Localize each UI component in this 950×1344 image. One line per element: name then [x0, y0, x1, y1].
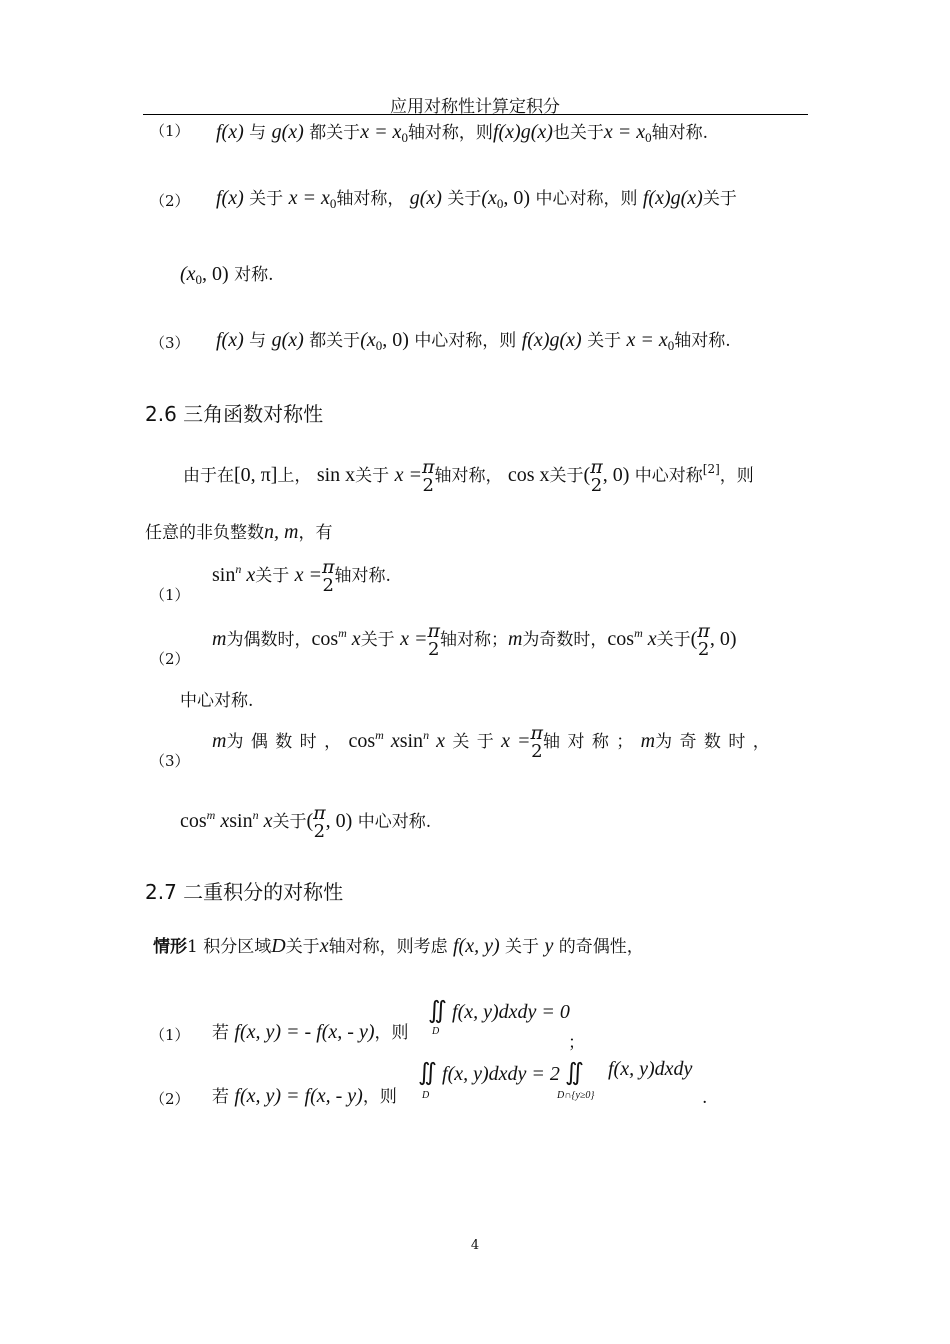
- integral-body: f(x, y)dxdy = 2: [442, 1063, 560, 1085]
- text: 的奇偶性，: [558, 937, 644, 957]
- math-point: , 0): [602, 464, 630, 486]
- double-integral: [428, 996, 570, 1025]
- math-sub: 0: [195, 272, 203, 287]
- math-sup: m: [338, 626, 347, 640]
- text: 关于: [587, 331, 622, 351]
- math-fx: f(x): [216, 187, 244, 209]
- section-heading: 2.6 三角函数对称性: [145, 402, 324, 426]
- math-fx: f(x): [216, 121, 244, 143]
- fraction-pi-over-2: π 2: [530, 722, 544, 762]
- text: 中心对称: [634, 466, 703, 486]
- math-sub: 0: [667, 338, 675, 353]
- fraction-pi-over-2: π 2: [421, 456, 435, 496]
- math-sup: n: [235, 562, 242, 576]
- math-sin: sin: [399, 730, 424, 752]
- list-item-body: [212, 622, 737, 659]
- math-x: x: [258, 810, 273, 832]
- text: 都关于: [309, 123, 361, 143]
- text: 轴对称，: [336, 189, 405, 209]
- math-paren: (: [583, 464, 591, 486]
- integral-sign: ∬: [565, 1060, 584, 1086]
- math-point: , 0): [709, 628, 737, 650]
- header-rule: [143, 114, 808, 115]
- item-number: （3）: [150, 752, 190, 770]
- list-item: [150, 332, 190, 353]
- citation-ref[interactable]: [2]: [702, 462, 720, 476]
- math-sup: n: [252, 808, 259, 822]
- punctuation: ；: [568, 1033, 585, 1053]
- math-m: m: [212, 730, 227, 752]
- text: 关于: [702, 189, 737, 209]
- text: ，则: [719, 466, 754, 486]
- text: 轴对称.: [674, 331, 731, 351]
- text: 与: [249, 331, 267, 351]
- text: ，则: [362, 1087, 397, 1107]
- case-number: 1: [187, 937, 198, 957]
- integral-domain: D: [422, 1090, 430, 1101]
- text: 关 于: [452, 732, 494, 752]
- list-item-body: [216, 118, 708, 144]
- text: 关于: [355, 466, 390, 486]
- math-sup: m: [375, 728, 384, 742]
- math-point: , 0): [202, 263, 229, 285]
- case-label: 情形: [153, 937, 187, 957]
- math-x: x: [642, 628, 657, 650]
- math-equation: f(x, y) = - f(x, - y): [234, 1021, 375, 1043]
- item-number: （2）: [150, 192, 190, 210]
- text: 关于: [360, 630, 395, 650]
- list-item-body: [212, 558, 391, 595]
- list-item-body: [216, 184, 737, 210]
- list-item: [150, 1088, 190, 1109]
- math-eq: x = x: [603, 121, 646, 143]
- text: ，则: [374, 1023, 409, 1043]
- list-item-continuation: [180, 686, 253, 711]
- math-eq: x =: [400, 628, 428, 650]
- text: 关于: [272, 812, 307, 832]
- math-cos: cos: [311, 628, 339, 650]
- math-sin: sin: [229, 810, 253, 832]
- math-eq: x =: [394, 464, 422, 486]
- text: 若: [212, 1023, 229, 1043]
- text: ，有: [298, 523, 333, 543]
- text: 上，: [277, 466, 312, 486]
- text: 轴对称，则考虑: [328, 937, 448, 957]
- math-fg: f(x)g(x): [492, 121, 553, 143]
- math-eq: x =: [501, 730, 531, 752]
- math-sub: 0: [375, 338, 383, 353]
- integral-sign: ∬: [428, 998, 447, 1024]
- math-cos: cos: [348, 730, 376, 752]
- math-nm: n, m: [264, 521, 299, 543]
- text: 轴 对 称 ；: [543, 732, 634, 752]
- math-gx: g(x): [271, 329, 304, 351]
- list-item-body: [212, 724, 770, 761]
- math-equation: f(x, y) = f(x, - y): [234, 1085, 363, 1107]
- math-interval: [0, π]: [234, 464, 278, 486]
- math-point: (x: [180, 263, 196, 285]
- running-header: 应用对称性计算定积分: [390, 97, 560, 117]
- math-x: x: [346, 628, 361, 650]
- math-fg: f(x)g(x): [521, 329, 582, 351]
- math-sin: sin: [212, 564, 236, 586]
- math-sup: n: [423, 728, 430, 742]
- item-number: （1）: [150, 122, 190, 140]
- text: 也关于: [552, 123, 604, 143]
- math-sup: m: [634, 626, 643, 640]
- list-item-body: [212, 1018, 408, 1044]
- fraction-pi-over-2: π 2: [322, 556, 335, 596]
- math-x: x: [383, 730, 400, 752]
- paragraph: [183, 458, 754, 495]
- integral-body: [608, 1058, 692, 1081]
- list-item-body: [216, 326, 731, 352]
- math-fxy: f(x, y)dxdy: [608, 1058, 693, 1080]
- item-number: （2）: [150, 650, 190, 668]
- item-number: （3）: [150, 334, 190, 352]
- text: 为 偶 数 时 ，: [226, 732, 342, 752]
- list-item: [150, 1024, 190, 1045]
- text: 关于: [447, 189, 482, 209]
- math-eq: x = x: [626, 329, 668, 351]
- item-number: （2）: [150, 1090, 190, 1108]
- list-item: [150, 648, 190, 669]
- math-m: m: [212, 628, 227, 650]
- text: 中心对称，则: [535, 189, 638, 209]
- text: 任意的非负整数: [145, 523, 264, 543]
- math-x: x: [319, 935, 329, 957]
- text: 为偶数时，: [226, 630, 312, 650]
- text: 中心对称.: [357, 812, 432, 832]
- math-paren: (: [690, 628, 698, 650]
- math-point: , 0): [382, 329, 409, 351]
- math-sin: sin x: [316, 464, 356, 486]
- math-point: (x: [360, 329, 376, 351]
- math-point: , 0): [503, 187, 531, 209]
- text: 关于: [505, 937, 540, 957]
- list-item: [150, 120, 190, 141]
- paragraph: [145, 518, 332, 544]
- integral-body: f(x, y)dxdy = 0: [452, 1001, 570, 1023]
- math-D: D: [271, 935, 286, 957]
- math-paren: (: [306, 810, 314, 832]
- text: 关于: [285, 937, 320, 957]
- math-cos: cos x: [507, 464, 550, 486]
- math-sub: 0: [329, 196, 337, 211]
- section-heading: 2.7 二重积分的对称性: [145, 880, 344, 904]
- fraction-pi-over-2: π 2: [313, 802, 326, 842]
- math-x: x: [215, 810, 230, 832]
- integral-sign: ∬: [418, 1060, 437, 1086]
- math-eq: x = x: [360, 121, 402, 143]
- math-point: (x: [481, 187, 497, 209]
- math-point: , 0): [325, 810, 353, 832]
- list-item-continuation: [180, 260, 274, 286]
- item-number: （1）: [150, 586, 190, 604]
- punctuation: .: [702, 1088, 708, 1108]
- text: 与: [249, 123, 267, 143]
- text: 关于: [656, 630, 691, 650]
- text: 轴对称，: [434, 466, 503, 486]
- text: 为奇数时，: [522, 630, 608, 650]
- math-gx: g(x): [409, 187, 442, 209]
- item-number: （1）: [150, 1026, 190, 1044]
- text: 轴对称.: [334, 566, 391, 586]
- paragraph: [153, 932, 644, 958]
- text: 若: [212, 1087, 229, 1107]
- text: 中心对称.: [180, 691, 254, 711]
- math-eq: x =: [294, 564, 323, 586]
- math-fx: f(x): [216, 329, 244, 351]
- math-sub: 0: [401, 130, 408, 145]
- text: 为 奇 数 时 ，: [655, 732, 770, 752]
- text: 轴对称；: [439, 630, 508, 650]
- math-sub: 0: [496, 196, 504, 211]
- math-m: m: [507, 628, 523, 650]
- fraction-pi-over-2: π 2: [427, 620, 440, 660]
- integral-domain: D: [432, 1026, 440, 1037]
- list-item: [150, 190, 190, 211]
- text: 积分区域: [203, 937, 272, 957]
- fraction-pi-over-2: π 2: [590, 456, 603, 496]
- text: 由于在: [183, 466, 234, 486]
- math-sub: 0: [645, 130, 652, 145]
- text: 关于: [249, 189, 284, 209]
- math-fxy: f(x, y): [452, 935, 500, 957]
- math-m: m: [640, 730, 656, 752]
- list-item-continuation: [180, 804, 431, 841]
- math-cos: cos: [180, 810, 207, 832]
- math-gx: g(x): [271, 121, 304, 143]
- math-fg: f(x)g(x): [642, 187, 703, 209]
- math-eq: x = x: [288, 187, 330, 209]
- fraction-pi-over-2: π 2: [697, 620, 710, 660]
- text: 都关于: [309, 331, 361, 351]
- list-item: [150, 750, 190, 771]
- page-number: 4: [470, 1238, 480, 1253]
- text: 轴对称.: [651, 123, 709, 143]
- text: 中心对称，则: [414, 331, 517, 351]
- math-cos: cos: [607, 628, 635, 650]
- text: 对称.: [234, 265, 274, 285]
- integral-domain: D∩{y≥0}: [557, 1090, 595, 1101]
- list-item: [150, 584, 190, 605]
- text: 关于: [255, 566, 290, 586]
- math-y: y: [544, 935, 554, 957]
- text: 轴对称，则: [407, 123, 493, 143]
- list-item-body: [212, 1082, 397, 1108]
- math-x: x: [241, 564, 256, 586]
- math-x: x: [429, 730, 445, 752]
- math-sup: m: [206, 808, 216, 822]
- double-integral: [418, 1058, 584, 1087]
- text: 关于: [549, 466, 584, 486]
